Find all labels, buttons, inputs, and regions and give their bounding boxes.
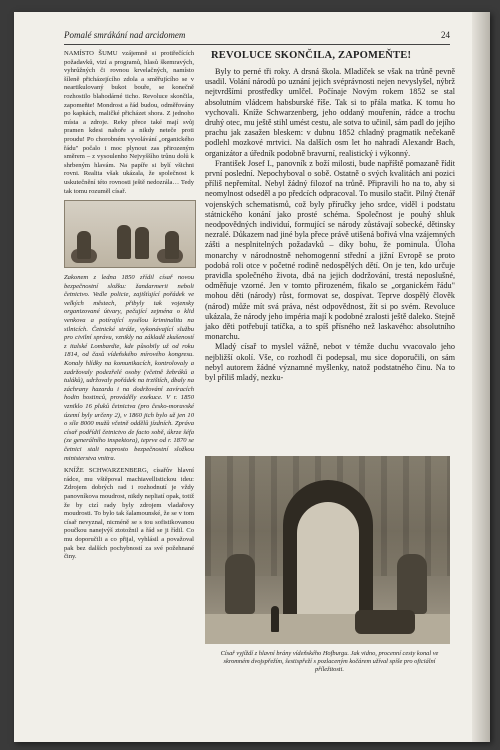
illustration-caption: Zakonem z ledna 1850 zřídil císař novou bezpečnostní složku: žandarmerii neboli četnictvo. Vedle policie, zajišťující pořádek ve velkých městech, přibyly tak vojensky organizované útvary, pečující zejména o klid venkova a potírající sysélou kriminalitu na silnicích. Četnické stráže, vykonávající službu pro civilní správu, vznikly na základě zkušeností z italské Lombardie, kde působily už od roku 1814, od časů vídeňského mírového kongresu. Konaly hlídky na komunikacích, kontrolovaly a zadržovaly podezřelé osoby (včetně žebráků a tuláků), udržovaly pořádek na trzištích, dbaly na záchrany hazardu i na dodržování zavíracích hodin hostinců, prováděly exekuce. V r. 1850 vzniklo 16 pluků četnictva (pro česko-moravské území byly určeny 2), v 1860 jich bylo už jen 10 o síle 8000 mužů včetně oddělů jízdních. Zpráva císař podřídil četnictvo de facto sobě, úkrze šéfa (ze generálního inspektora), teprve od r. 1870 se četnici stali naprosto bezpečnostní složkou ministerstva vnitra. bbox=[64, 274, 194, 462]
article-paragraph: Byly to perné tři roky. A drsná škola. Mladíček se však na trůně pevně usadil. Volání národů po uznání jejich svéprávnosti nejen nevyslyšel, nýbrž nejtvrdšími prostředky umlčel. Počínaje Novým rokem 1852 se stal absolutním vládcem habsburské říše. Tak si to přála matka. K tomu ho vychovali. Kníže Schwarzenberg, jeho oddaný mouřenín, rádce a trochu druhý otec, mu ještě stihl umést cestu, ale sotva to učinil, sám padl do jejího prachu jak zasažen bleskem: v dubnu 1852 chladný pragmatik nečekaně podlehl mozkové mrtvici. Na dalších osm let ho nahradí Alexandr Bach, organizátor a úředník podobně bravurní, realistický i výkonný. bbox=[205, 67, 455, 158]
rider-figure bbox=[165, 231, 179, 259]
article-body bbox=[205, 67, 455, 383]
photo-caption: Císař vyjíždí z hlavní brány vídeňského Hofburgu. Jak vidno, procenní cesty konal ve skromném dvojspřežím, šestispřeží s pozlaceným kočárem užíval spíše pro oficiální příležitosti. bbox=[220, 650, 439, 673]
sidebar-column bbox=[64, 50, 194, 725]
sidebar-closing-text: KNÍŽE SCHWARZENBERG, císařův hlavní rádce, mu vštěpoval machiavellistickou ideu: Zdrojem dobrých rad i rozhodnutí je vždy panovníkova moudrost, nikdy nepliatí opak, totiž že by cizí rady byly zdrojem vladařovy moudrosti. To bylo tak šalamounské, že se v tom císař nevyznal, nicméně se s tou sofistikovanou poučkou nanejvýš ztotožnil a řád se ji řídil. Co mu doporučili a co přijal, vyhlásil a považoval pak bez dalších pochybností za své požehnané činy. bbox=[64, 467, 194, 561]
statue-group bbox=[225, 554, 255, 614]
horse-carriage bbox=[355, 610, 415, 634]
soldier-figure bbox=[135, 227, 149, 259]
running-title: Pomalé smrákání nad arcidomem bbox=[64, 30, 186, 40]
gate-opening bbox=[297, 502, 359, 630]
soldier-figure bbox=[117, 225, 131, 259]
article-paragraph: František Josef I., panovník z boží milosti, bude napříště pomazaně řídit první poslední. Nepochyboval o sobě. Ostatně o svých kvalitách ani pozici příliš nepřemítal. Nebyl žádný filozof na trůně. Připravili ho na to, aby si neomylnost odseděl a po předcích odpracoval. To musilo stačit. Pilný čtenář vojenských schematismů, což byly příručky jeho srdce, viděl i podstatu státnického konání jako prosté schéma. Společnost je pouhý shluk neodpovědných individuí, formující se národy zůstávají sobecké, dětinsky nezralé. Důkazem nad jiné byla přece právě utišená bořivá vlna vzájemných zášti a nesplnitelných požadavků – díky bohu, že pominula. Úloha monarchy v národnostně nehomogenní střední a jižní Evropě se proto podobá roli otce v početné rodině nedospělých dětí. On je ten, kdo určuje pravidla společného života, dbá na jejich dodržování, trestá neposlušné, odměňuje vzorné. Jen v tomto přirozeném, fikalo se „organickém řádu" mohou děti (národy) růst, formovat se, dospívat. Teprve dospělý člověk (národ) může mít svá práva, nést odpovědnost, žít si po svém. Revoluce ukázala, že národy jeho impéria mají k podobné zralosti ještě daleko. Stejně jako děti potřebují tatíčka, a to spíš přísného než laskavého: absolutního monarchu. bbox=[205, 158, 455, 342]
article-paragraph: Mladý císař to myslel vážně, nebot v témže duchu vvacovalo jeho nejbližší okolí. Vše, co rozhodl či podepsal, mu sice doporučili, on sám nebyl autorem žádné významné myšlenky, natož podstatného činu. Na to byl příliš mladý, nezku- bbox=[205, 342, 455, 383]
page-number: 24 bbox=[441, 30, 450, 40]
gendarmerie-illustration bbox=[64, 200, 196, 268]
person-figure bbox=[271, 606, 279, 632]
article-headline: REVOLUCE SKONČILA, ZAPOMEŇTE! bbox=[211, 50, 412, 61]
running-header bbox=[64, 30, 450, 45]
statue-group bbox=[397, 554, 427, 614]
rider-figure bbox=[77, 231, 91, 259]
hofburg-gate-photo bbox=[205, 456, 450, 644]
page-spine-shadow bbox=[472, 12, 490, 742]
sidebar-intro-text: NAMÍSTO ŠUMU vzájemně si protiřečících požadavků, vizí a programů, hlasů škemravých, vyhrůžných či rovnou krvelačných, namísto šíleně přicházejícího zdola a směřujícího se v neartikulovaný bukot bouře, se konečně rozhostilo blahodárné ticho. Revoluce skončila, zapomeňte! Mondrost a řád budou, odměřovány po kapkách, maličké přicházet shora. Z jednoho místa a zdroje. Reky přece také mají svůj pramen kdesi nahoře a nikdy neteče proti proudu! Po chorobném vyvolávání „organického řádu" počalo i moc plynout zas přirozeným směrem – z vysoulenho Nejvyššího trůnu dolů k shrbeným hlavám. Na papíře si bylí všichni rovni. Realita však ukázala, že společnost k uskutečnění této rovnosti ještě nedozrála… Tedy tak tomu rozuměl císař. bbox=[64, 50, 194, 195]
article-column bbox=[205, 50, 455, 383]
